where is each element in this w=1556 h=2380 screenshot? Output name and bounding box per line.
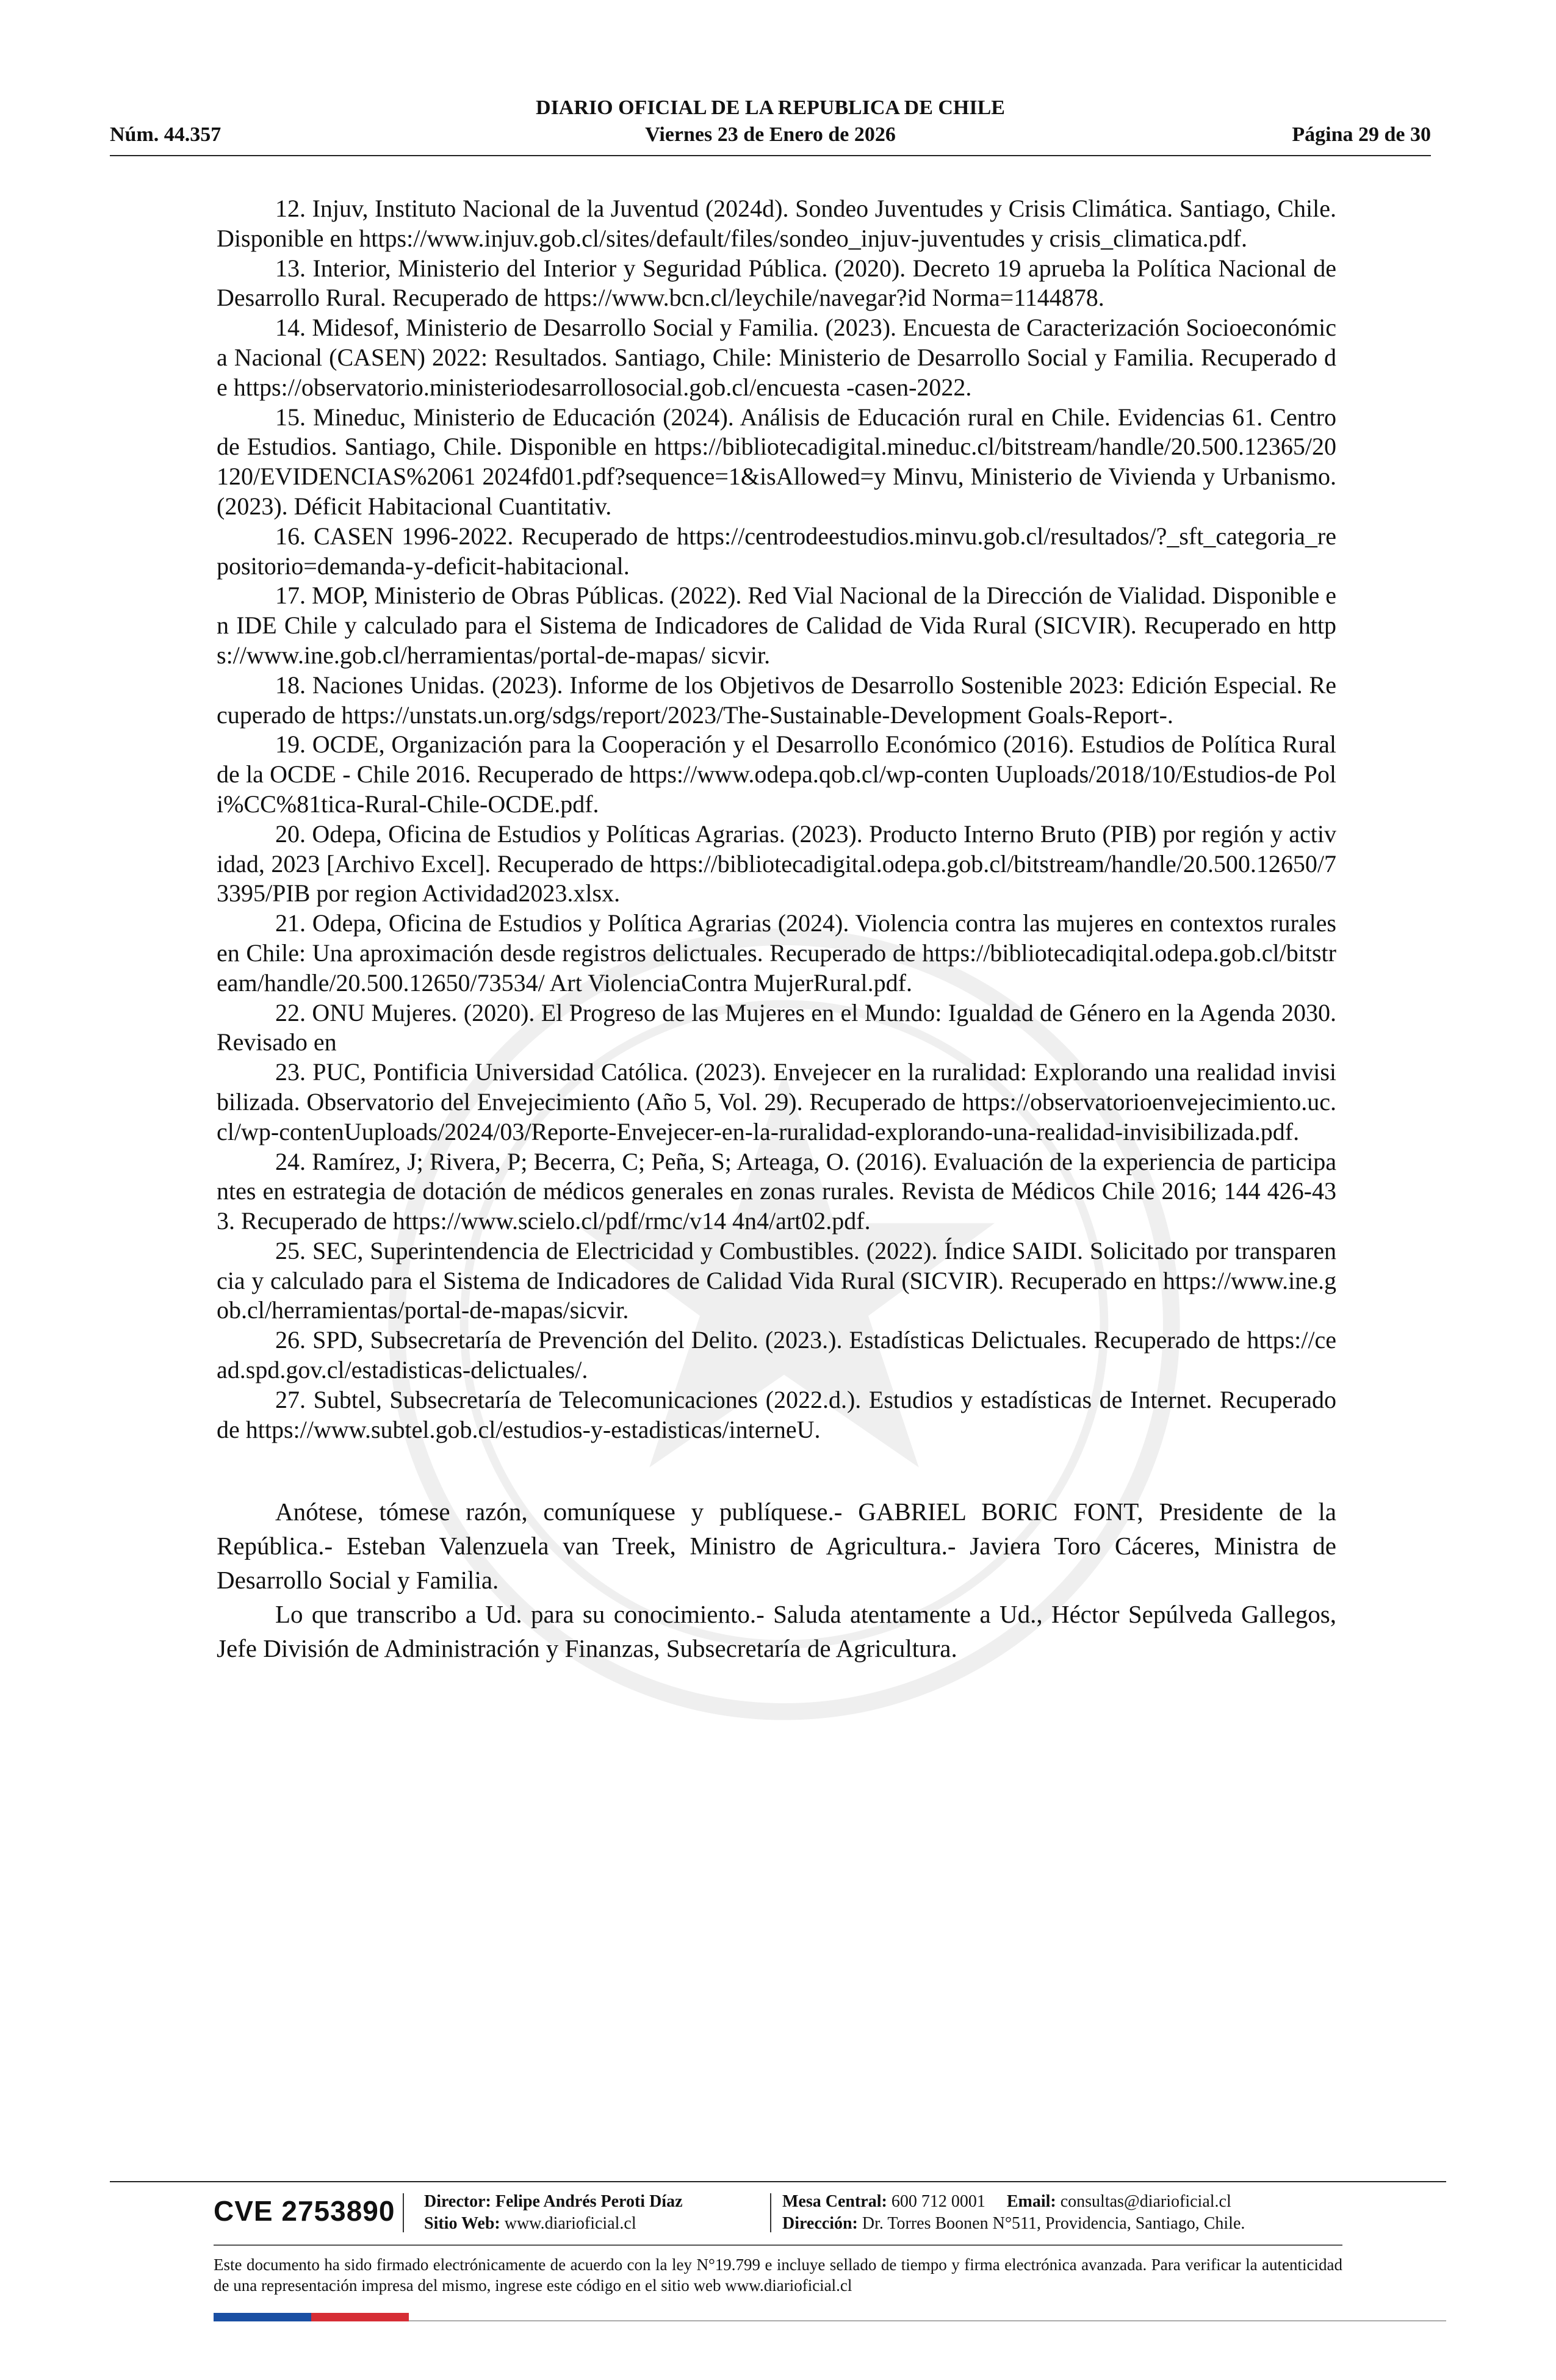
- page-footer: [214, 2188, 1342, 2237]
- reference-item: 21. Odepa, Oficina de Estudios y Política Agrarias (2024). Violencia contra las mujeres en contextos rurales en Chile: Una aproximación desde registros delictuales. Recuperado de https://bibliotecadiqital.odepa.gob.cl/bitstream/handle/20.500.12650/73534/ Art ViolenciaContra MujerRural.pdf.: [217, 909, 1336, 997]
- chile-flag-stripe: [214, 2313, 409, 2321]
- document-body: [217, 194, 1336, 1665]
- reference-item: 23. PUC, Pontificia Universidad Católica. (2023). Envejecer en la ruralidad: Explorando una realidad invisibilizada. Observatorio del Envejecimiento (Año 5, Vol. 29). Recuperado de https://observatorioenvejecimiento.uc.cl/wp-contenUuploads/2024/03/Reporte-Envejecer-en-la-ruralidad-explorando-una-realidad-invisibilizada.pdf.: [217, 1058, 1336, 1145]
- transcription-paragraph: Lo que transcribo a Ud. para su conocimiento.- Saluda atentamente a Ud., Héctor Sepúlveda Gallegos, Jefe División de Administración y Finanzas, Subsecretaría de Agricultura.: [217, 1600, 1336, 1663]
- reference-item: 19. OCDE, Organización para la Cooperación y el Desarrollo Económico (2016). Estudios de Política Rural de la OCDE - Chile 2016. Recuperado de https://www.odepa.qob.cl/wp-conten Uuploads/2018/10/Estudios-de Poli%CC%81tica-Rural-Chile-OCDE.pdf.: [217, 730, 1336, 818]
- issue-number: Núm. 44.357: [110, 123, 222, 146]
- closing-section: [217, 1495, 1336, 1665]
- reference-item: 12. Injuv, Instituto Nacional de la Juventud (2024d). Sondeo Juventudes y Crisis Climática. Santiago, Chile. Disponible en https://www.injuv.gob.cl/sites/default/files/sondeo_injuv-juventudes y crisis_climatica.pdf.: [217, 195, 1336, 252]
- issue-date: Viernes 23 de Enero de 2026: [645, 123, 896, 146]
- address-text: Dr. Torres Boonen N°511, Providencia, Santiago, Chile.: [862, 2214, 1245, 2233]
- phone-number: 600 712 0001: [891, 2192, 985, 2211]
- email-link[interactable]: consultas@diarioficial.cl: [1060, 2192, 1231, 2211]
- website-link[interactable]: www.diarioficial.cl: [504, 2214, 636, 2233]
- flag-red-segment: [311, 2313, 409, 2321]
- address-label: Dirección:: [782, 2214, 858, 2233]
- reference-item: 26. SPD, Subsecretaría de Prevención del Delito. (2023.). Estadísticas Delictuales. Recuperado de https://cead.spd.gov.cl/estadisticas-delictuales/.: [217, 1326, 1336, 1384]
- page-header: [110, 96, 1431, 157]
- newspaper-title: DIARIO OFICIAL DE LA REPUBLICA DE CHILE: [536, 96, 1005, 119]
- director-name: Felipe Andrés Peroti Díaz: [495, 2192, 683, 2211]
- reference-list: [217, 194, 1336, 1444]
- reference-item: 20. Odepa, Oficina de Estudios y Políticas Agrarias. (2023). Producto Interno Bruto (PIB) por región y actividad, 2023 [Archivo Excel]. Recuperado de https://bibliotecadigital.odepa.gob.cl/bitstream/handle/20.500.12650/73395/PIB por region Actividad2023.xlsx.: [217, 820, 1336, 907]
- footer-divider-mid: [214, 2245, 1342, 2246]
- footer-divider-bottom: [409, 2320, 1446, 2321]
- reference-item: 25. SEC, Superintendencia de Electricidad y Combustibles. (2022). Índice SAIDI. Solicitado por transparencia y calculado para el Sistema de Indicadores de Calidad Vida Rural (SICVIR). Recuperado en https://www.ine.gob.cl/herramientas/portal-de-mapas/sicvir.: [217, 1236, 1336, 1324]
- reference-item: 15. Mineduc, Ministerio de Educación (2024). Análisis de Educación rural en Chile. Evidencias 61. Centro de Estudios. Santiago, Chile. Disponible en https://bibliotecadigital.mineduc.cl/bitstream/handle/20.500.12365/20120/EVIDENCIAS%2061 2024fd01.pdf?sequence=1&isAllowed=y Minvu, Ministerio de Vivienda y Urbanismo. (2023). Déficit Habitacional Cuantitativ.: [217, 403, 1336, 520]
- email-label: Email:: [1006, 2192, 1056, 2211]
- footer-separator: [770, 2193, 771, 2232]
- flag-blue-segment: [214, 2313, 311, 2321]
- reference-item: 24. Ramírez, J; Rivera, P; Becerra, C; Peña, S; Arteaga, O. (2016). Evaluación de la experiencia de participantes en estrategia de dotación de médicos generales en zonas rurales. Revista de Médicos Chile 2016; 144 426-433. Recuperado de https://www.scielo.cl/pdf/rmc/v14 4n4/art02.pdf.: [217, 1147, 1336, 1235]
- director-block: [424, 2191, 683, 2235]
- reference-item: 16. CASEN 1996-2022. Recuperado de https://centrodeestudios.minvu.gob.cl/resultados/?_sft_categoria_repositorio=demanda-y-deficit-habitacional.: [217, 522, 1336, 580]
- reference-item: 13. Interior, Ministerio del Interior y Seguridad Pública. (2020). Decreto 19 aprueba la Política Nacional de Desarrollo Rural. Recuperado de https://www.bcn.cl/leychile/navegar?id Norma=1144878.: [217, 254, 1336, 312]
- signature-paragraph: Anótese, tómese razón, comuníquese y publíquese.- GABRIEL BORIC FONT, Presidente de la República.- Esteban Valenzuela van Treek, Ministro de Agricultura.- Javiera Toro Cáceres, Ministra de Desarrollo Social y Familia.: [217, 1498, 1336, 1595]
- phone-label: Mesa Central:: [782, 2192, 887, 2211]
- header-divider: [110, 155, 1431, 156]
- footer-separator: [403, 2193, 404, 2232]
- reference-item: 18. Naciones Unidas. (2023). Informe de los Objetivos de Desarrollo Sostenible 2023: Edición Especial. Recuperado de https://unstats.un.org/sdgs/report/2023/The-Sustainable-Development Goals-Report-.: [217, 671, 1336, 729]
- director-label: Director:: [424, 2192, 491, 2211]
- cve-code: CVE 2753890: [214, 2195, 395, 2227]
- electronic-signature-note: Este documento ha sido firmado electrónicamente de acuerdo con la ley N°19.799 e incluye sellado de tiempo y firma electrónica avanzada. Para verificar la autenticidad de una representación impresa del mismo, ingrese este código en el sitio web www.diarioficial.cl: [214, 2256, 1342, 2295]
- reference-item: 14. Midesof, Ministerio de Desarrollo Social y Familia. (2023). Encuesta de Caracterización Socioeconómica Nacional (CASEN) 2022: Resultados. Santiago, Chile: Ministerio de Desarrollo Social y Familia. Recuperado de https://observatorio.ministeriodesarrollosocial.gob.cl/encuesta -casen-2022.: [217, 314, 1336, 401]
- website-label: Sitio Web:: [424, 2214, 500, 2233]
- footer-divider-top: [110, 2181, 1446, 2182]
- contact-block: [782, 2191, 1245, 2235]
- reference-item: 27. Subtel, Subsecretaría de Telecomunicaciones (2022.d.). Estudios y estadísticas de Internet. Recuperado de https://www.subtel.gob.cl/estudios-y-estadisticas/interneU.: [217, 1385, 1336, 1443]
- reference-item: 17. MOP, Ministerio de Obras Públicas. (2022). Red Vial Nacional de la Dirección de Vialidad. Disponible en IDE Chile y calculado para el Sistema de Indicadores de Calidad de Vida Rural (SICVIR). Recuperado en https://www.ine.gob.cl/herramientas/portal-de-mapas/ sicvir.: [217, 582, 1336, 669]
- reference-item: 22. ONU Mujeres. (2020). El Progreso de las Mujeres en el Mundo: Igualdad de Género en la Agenda 2030. Revisado en: [217, 998, 1336, 1056]
- page-number: Página 29 de 30: [1292, 123, 1431, 146]
